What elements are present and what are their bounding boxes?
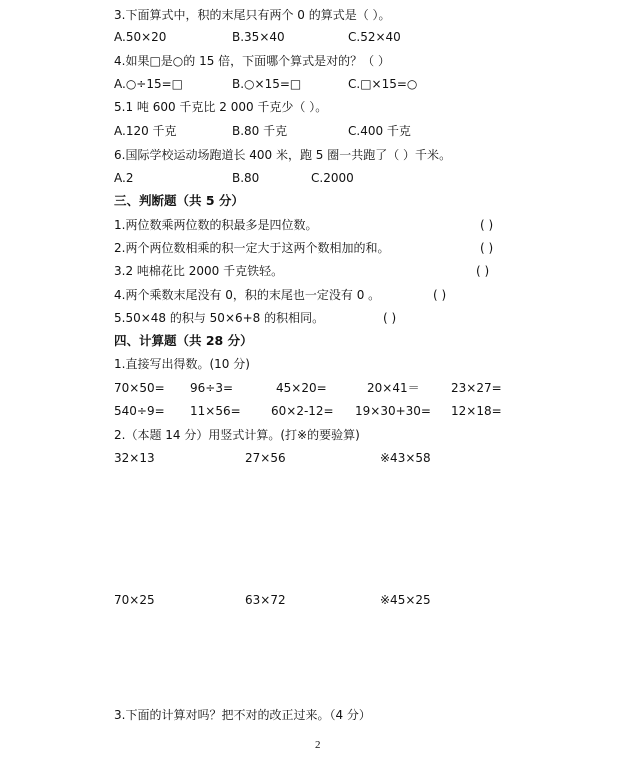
judge-answer-2[interactable]: ( )	[480, 241, 494, 255]
oral-calc-7: 11×56=	[190, 404, 241, 418]
section4-title: 四、计算题（共 28 分）	[114, 333, 253, 348]
judge-item-3: 3.2 吨棉花比 2000 千克铁轻。	[114, 264, 284, 278]
oral-calc-10: 12×18=	[451, 404, 502, 418]
q6-option-a: A.2	[114, 171, 134, 185]
judge-item-2: 2.两个两位数相乘的积一定大于这两个数相加的和。	[114, 241, 390, 255]
vertical-calc-6: ※45×25	[380, 593, 431, 607]
judge-answer-3[interactable]: ( )	[476, 264, 490, 278]
calc-q2-label: 2.（本题 14 分）用竖式计算。(打※的要验算)	[114, 428, 360, 442]
vertical-calc-4: 70×25	[114, 593, 155, 607]
calc-q1-label: 1.直接写出得数。(10 分)	[114, 357, 250, 371]
judge-answer-1[interactable]: ( )	[480, 218, 494, 232]
section3-title: 三、判断题（共 5 分）	[114, 193, 244, 208]
q3-option-a: A.50×20	[114, 30, 167, 44]
vertical-calc-2: 27×56	[245, 451, 286, 465]
q5-option-a: A.120 千克	[114, 124, 177, 138]
judge-item-5: 5.50×48 的积与 50×6+8 的积相同。	[114, 311, 325, 325]
oral-calc-6: 540÷9=	[114, 404, 165, 418]
q3-option-b: B.35×40	[232, 30, 285, 44]
q5-option-c: C.400 千克	[348, 124, 411, 138]
q4-option-c: C.□×15=○	[348, 77, 418, 91]
q5-option-b: B.80 千克	[232, 124, 288, 138]
calc-q3-label: 3.下面的计算对吗？把不对的改正过来。（4 分）	[114, 708, 371, 722]
page-number: 2	[315, 739, 321, 751]
q4-option-b: B.○×15=□	[232, 77, 302, 91]
q5-stem: 5.1 吨 600 千克比 2 000 千克少（ ）。	[114, 100, 328, 114]
vertical-calc-1: 32×13	[114, 451, 155, 465]
vertical-calc-3: ※43×58	[380, 451, 431, 465]
q6-stem: 6.国际学校运动场跑道长 400 米，跑 5 圈一共跑了（ ）千米。	[114, 148, 452, 162]
judge-answer-4[interactable]: ( )	[433, 288, 447, 302]
oral-calc-4: 20×41＝	[367, 381, 420, 395]
q3-option-c: C.52×40	[348, 30, 401, 44]
oral-calc-2: 96÷3=	[190, 381, 234, 395]
q6-option-b: B.80	[232, 171, 260, 185]
q6-option-c: C.2000	[311, 171, 354, 185]
oral-calc-5: 23×27=	[451, 381, 502, 395]
q3-stem: 3.下面算式中，积的末尾只有两个 0 的算式是（ ）。	[114, 8, 391, 22]
oral-calc-1: 70×50=	[114, 381, 165, 395]
oral-calc-9: 19×30+30=	[355, 404, 431, 418]
judge-item-1: 1.两位数乘两位数的积最多是四位数。	[114, 218, 318, 232]
vertical-calc-5: 63×72	[245, 593, 286, 607]
oral-calc-3: 45×20=	[276, 381, 327, 395]
oral-calc-8: 60×2-12=	[271, 404, 334, 418]
judge-answer-5[interactable]: ( )	[383, 311, 397, 325]
q4-option-a: A.○÷15=□	[114, 77, 183, 91]
q4-stem: 4.如果□是○的 15 倍，下面哪个算式是对的？（ ）	[114, 54, 390, 68]
judge-item-4: 4.两个乘数末尾没有 0，积的末尾也一定没有 0 。	[114, 288, 381, 302]
